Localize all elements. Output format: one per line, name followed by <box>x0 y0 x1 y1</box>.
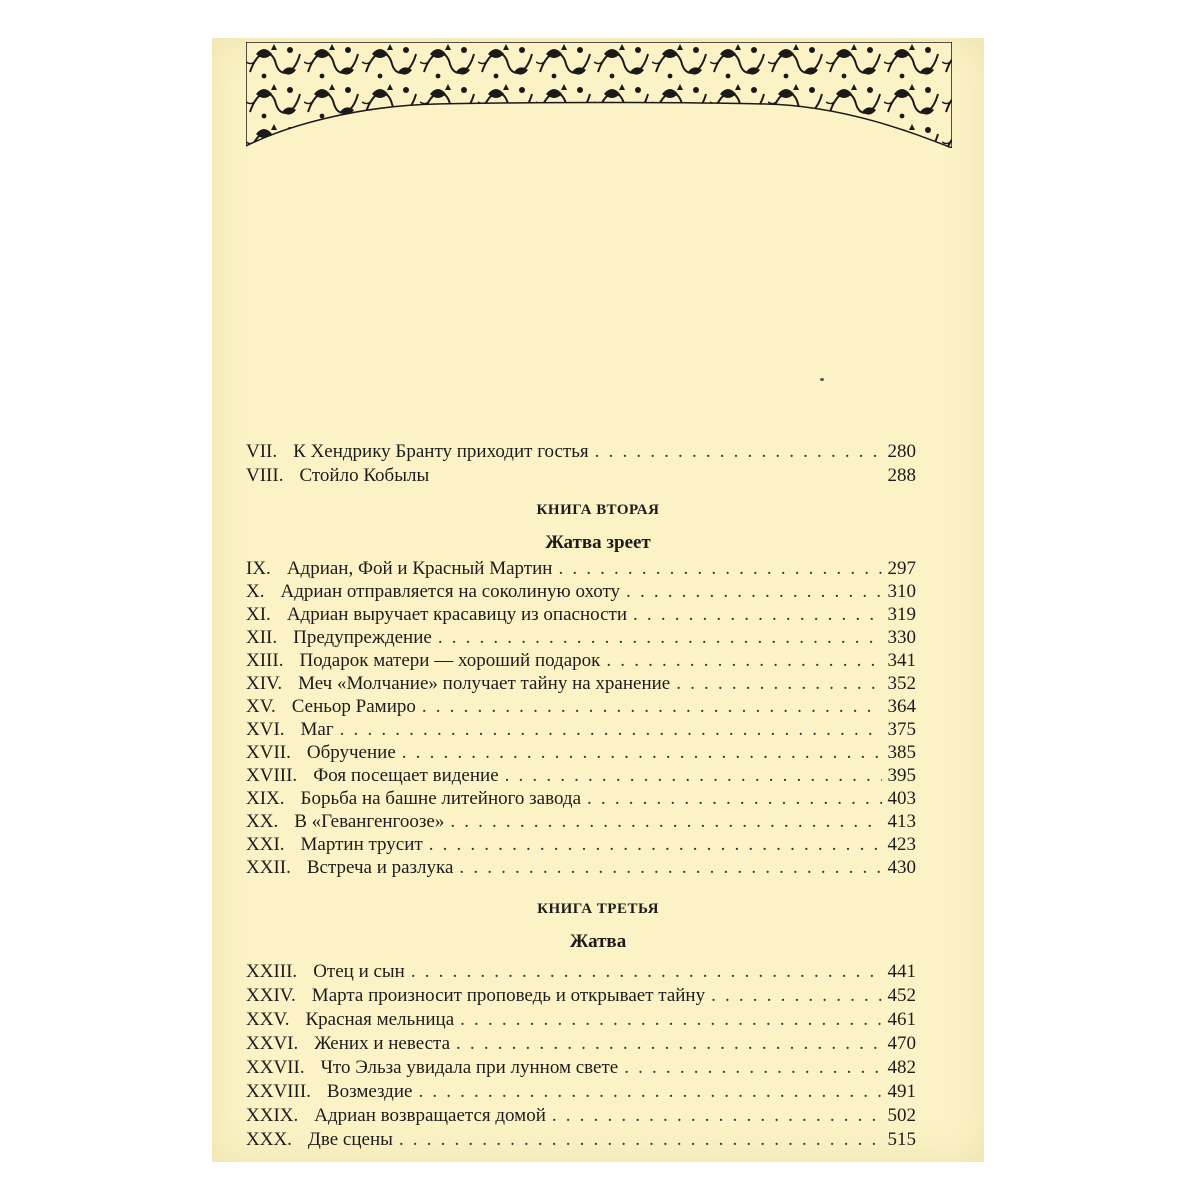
toc-entry[interactable] <box>246 810 916 834</box>
chapter-title: Стойло Кобылы <box>299 465 430 486</box>
dot-leader <box>459 856 881 880</box>
chapter-number: XXVIII. <box>246 1081 311 1102</box>
chapter-title: Адриан отправляется на соколиную охоту <box>280 581 621 602</box>
chapter-title: Отец и сын <box>313 961 405 982</box>
toc-entry[interactable] <box>246 1032 916 1056</box>
chapter-number: XXVII. <box>246 1057 305 1078</box>
chapter-number: XVI. <box>246 719 285 740</box>
floral-ornament-icon <box>246 42 952 148</box>
chapter-number: XXIV. <box>246 985 296 1006</box>
chapter-number: XV. <box>246 696 276 717</box>
dot-leader <box>340 718 882 742</box>
page-number: 491 <box>887 1081 916 1102</box>
page-number: 395 <box>887 765 916 786</box>
book-page <box>212 38 984 1162</box>
page-number: 515 <box>887 1129 916 1150</box>
chapter-number: XXI. <box>246 834 285 855</box>
chapter-number: XI. <box>246 604 271 625</box>
toc-entry[interactable] <box>246 960 916 984</box>
chapter-title: В «Гевангенгоозе» <box>294 811 445 832</box>
toc-entry[interactable] <box>246 718 916 742</box>
chapter-title: Маг <box>300 719 334 740</box>
page-number: 330 <box>887 627 916 648</box>
chapter-number: XXVI. <box>246 1033 299 1054</box>
chapter-title: Две сцены <box>307 1129 393 1150</box>
dot-leader <box>676 672 881 696</box>
toc-entry[interactable] <box>246 672 916 696</box>
chapter-number: XXX. <box>246 1129 292 1150</box>
dot-leader <box>422 695 882 719</box>
dot-leader <box>399 1128 882 1152</box>
chapter-title: Что Эльза увидала при лунном свете <box>320 1057 619 1078</box>
dot-leader <box>624 1056 881 1080</box>
page-number: 441 <box>887 961 916 982</box>
chapter-title: Сеньор Рамиро <box>291 696 416 717</box>
page-number: 310 <box>887 581 916 602</box>
chapter-number: XVII. <box>246 742 291 763</box>
chapter-title: Адриан, Фой и Красный Мартин <box>286 558 553 579</box>
toc-entry[interactable] <box>246 626 916 650</box>
page-number: 423 <box>887 834 916 855</box>
dot-leader <box>505 764 882 788</box>
toc-entry[interactable] <box>246 440 916 464</box>
book-three-subtitle: Жатва <box>569 931 627 952</box>
page-number: 288 <box>887 465 916 486</box>
chapter-title: Жених и невеста <box>314 1033 451 1054</box>
dot-leader <box>606 649 881 673</box>
dot-leader <box>456 1032 881 1056</box>
chapter-number: XIX. <box>246 788 285 809</box>
toc-entry[interactable] <box>246 464 916 488</box>
page-number: 461 <box>887 1009 916 1030</box>
page-number: 341 <box>887 650 916 671</box>
chapter-title: Обручение <box>306 742 396 763</box>
chapter-number: X. <box>246 581 265 602</box>
dot-leader <box>450 810 881 834</box>
chapter-title: Фоя посещает видение <box>313 765 499 786</box>
dot-leader <box>460 1008 881 1032</box>
page-number: 502 <box>887 1105 916 1126</box>
dot-leader <box>558 557 881 581</box>
chapter-number: XXII. <box>246 857 291 878</box>
dot-leader <box>711 984 881 1008</box>
chapter-title: Предупреждение <box>293 627 432 648</box>
toc-entry[interactable] <box>246 1008 916 1032</box>
book-two-heading: КНИГА ВТОРАЯ <box>536 502 660 518</box>
chapter-number: XVIII. <box>246 765 298 786</box>
chapter-number: XX. <box>246 811 279 832</box>
dot-leader <box>402 741 882 765</box>
chapter-number: IX. <box>246 558 271 579</box>
chapter-number: VIII. <box>246 465 284 486</box>
dot-leader <box>418 1080 881 1104</box>
toc-entry[interactable] <box>246 695 916 719</box>
toc-entry[interactable] <box>246 1056 916 1080</box>
dot-leader <box>633 603 881 627</box>
chapter-title: Адриан возвращается домой <box>314 1105 546 1126</box>
page-number: 297 <box>887 558 916 579</box>
chapter-number: VII. <box>246 441 278 462</box>
chapter-title: Меч «Молчание» получает тайну на хранение <box>298 673 671 694</box>
toc-entry[interactable] <box>246 856 916 880</box>
page-number: 319 <box>887 604 916 625</box>
chapter-title: Марта произносит проповедь и открывает тайну <box>311 985 706 1006</box>
book-three-heading: КНИГА ТРЕТЬЯ <box>537 901 659 917</box>
page-number: 280 <box>887 441 916 462</box>
toc-entry[interactable] <box>246 741 916 765</box>
page-number: 482 <box>887 1057 916 1078</box>
page-number: 430 <box>887 857 916 878</box>
chapter-number: XXV. <box>246 1009 290 1030</box>
toc-entry[interactable] <box>246 984 916 1008</box>
page-number: 470 <box>887 1033 916 1054</box>
dot-leader <box>626 580 881 604</box>
chapter-title: Встреча и разлука <box>306 857 454 878</box>
chapter-number: XXIX. <box>246 1105 299 1126</box>
page-number: 413 <box>887 811 916 832</box>
dot-leader <box>552 1104 882 1128</box>
toc-entry[interactable] <box>246 1104 916 1128</box>
chapter-title: К Хендрику Бранту приходит гостья <box>293 441 589 462</box>
toc-entry[interactable] <box>246 833 916 857</box>
chapter-title: Красная мельница <box>305 1009 455 1030</box>
page-number: 403 <box>887 788 916 809</box>
dot-leader <box>595 440 882 464</box>
toc-entry[interactable] <box>246 580 916 604</box>
dot-leader <box>411 960 882 984</box>
paper-speck <box>820 378 824 381</box>
toc-entry[interactable] <box>246 787 916 811</box>
toc-entry[interactable] <box>246 1080 916 1104</box>
chapter-title: Подарок матери — хороший подарок <box>299 650 601 671</box>
dot-leader <box>587 787 881 811</box>
chapter-title: Борьба на башне литейного завода <box>300 788 582 809</box>
chapter-number: XIV. <box>246 673 283 694</box>
chapter-title: Мартин трусит <box>300 834 423 855</box>
page-number: 452 <box>887 985 916 1006</box>
toc-entry[interactable] <box>246 764 916 788</box>
dot-leader <box>429 833 882 857</box>
book-two-subtitle: Жатва зреет <box>545 532 651 553</box>
page-number: 385 <box>887 742 916 763</box>
toc-entry[interactable] <box>246 1128 916 1152</box>
toc-entry[interactable] <box>246 557 916 581</box>
chapter-title: Возмездие <box>326 1081 413 1102</box>
toc-entry[interactable] <box>246 649 916 673</box>
dot-leader <box>438 626 882 650</box>
toc-entry[interactable] <box>246 603 916 627</box>
chapter-number: XIII. <box>246 650 284 671</box>
chapter-number: XII. <box>246 627 278 648</box>
page-number: 375 <box>887 719 916 740</box>
page-number: 352 <box>887 673 916 694</box>
page-number: 364 <box>887 696 916 717</box>
chapter-number: XXIII. <box>246 961 298 982</box>
chapter-title: Адриан выручает красавицу из опасности <box>286 604 628 625</box>
